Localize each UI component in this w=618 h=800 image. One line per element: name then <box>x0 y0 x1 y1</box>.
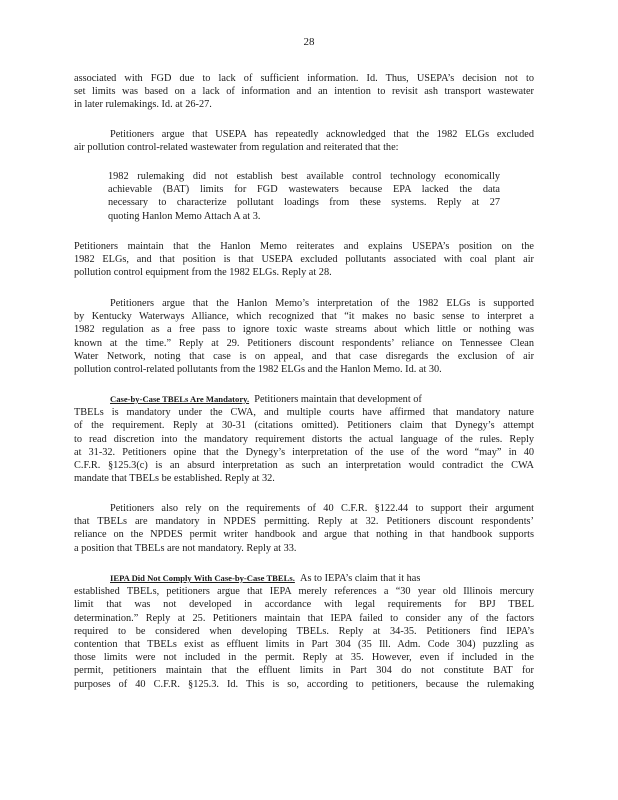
text-line: to read discretion into the mandatory requirement distorts the actual language of the rules. Reply <box>74 433 534 445</box>
text-line: associated with FGD due to lack of sufficient information. Id. Thus, USEPA’s decision not to <box>74 73 534 84</box>
text-run: As to IEPA’s claim that it has <box>300 573 421 584</box>
text-line <box>74 572 534 585</box>
text-run: Petitioners maintain that development of <box>254 394 422 405</box>
text-line: necessary to characterize pollutant loadings from these systems. Reply at 27 <box>108 197 500 209</box>
text-line: C.F.R. §125.3(c) is an absurd interpretation as such an interpretation would contradict the CWA <box>74 460 534 472</box>
section-iepa-did-not-comply <box>74 572 534 691</box>
block-quote <box>108 170 500 223</box>
text-line: mandate that TBELs be established. Reply at 32. <box>74 473 275 485</box>
text-line: those limits were not included in the permit. Reply at 35. However, even if included in the <box>74 652 534 664</box>
text-line: that TBELs are mandatory in NPDES permitting. Reply at 32. Petitioners discount respondents’ <box>74 516 534 528</box>
text-line: limit that was not developed in accordance with legal requirements for BPJ TBEL <box>74 599 534 611</box>
text-line: TBELs is mandatory under the CWA, and multiple courts have affirmed that mandatory nature <box>74 407 534 419</box>
text-line: Petitioners also rely on the requirements of 40 C.F.R. §122.44 to support their argument <box>110 503 534 514</box>
text-line: air pollution control-related wastewater from regulation and reiterated that the: <box>74 142 399 154</box>
text-line <box>74 393 534 406</box>
text-line: required to be considered when developing TBELs. Reply at 34-35. Petitioners find IEPA’s <box>74 625 534 637</box>
text-line: in later rulemakings. Id. at 26-27. <box>74 99 212 111</box>
paragraph-6 <box>74 502 534 555</box>
text-line: purposes of 40 C.F.R. §125.3. Id. This is so, according to petitioners, because the rulemaking <box>74 678 534 690</box>
text-line: achievable (BAT) limits for FGD wastewaters because EPA lacked the data <box>108 184 500 196</box>
text-line: established TBELs, petitioners argue that IEPA merely references a “30 year old Illinois mercury <box>74 586 534 598</box>
text-line: Petitioners argue that the Hanlon Memo’s interpretation of the 1982 ELGs is supported <box>110 298 534 309</box>
text-line: 1982 rulemaking did not establish best available control technology economically <box>108 171 500 182</box>
paragraph-1 <box>74 72 534 112</box>
text-line: 1982 ELGs, and that position is that USEPA excluded pollutants associated with coal plant air <box>74 254 534 266</box>
text-line: by Kentucky Waterways Alliance, which recognized that “it makes no basic sense to interpret a <box>74 311 534 323</box>
text-line: known at the time.” Reply at 29. Petitioners discount respondents’ reliance on Tennessee Clean <box>74 337 534 349</box>
text-line: pollution control-related pollutants from the 1982 ELGs and the Hanlon Memo. Id. at 30. <box>74 364 442 376</box>
section-heading: IEPA Did Not Comply With Case-by-Case TBELs. <box>110 573 295 583</box>
text-line: contention that TBELs exist as effluent limits in Part 304 (35 Ill. Adm. Code 304) puzzling as <box>74 639 534 651</box>
text-line: Petitioners argue that USEPA has repeatedly acknowledged that the 1982 ELGs excluded <box>110 129 534 140</box>
text-line: of the requirement. Reply at 30-31 (citations omitted). Petitioners claim that Dynegy’s attempt <box>74 420 534 432</box>
text-line: pollution control equipment from the 1982 ELGs. Reply at 28. <box>74 267 332 279</box>
text-line: quoting Hanlon Memo Attach A at 3. <box>108 210 261 222</box>
text-line: at 31-32. Petitioners opine that the Dynegy’s interpretation of the use of the word “may” in 40 <box>74 446 534 458</box>
section-tbels-mandatory <box>74 393 534 485</box>
page-number: 28 <box>303 36 315 48</box>
text-line: Water Network, noting that case is on appeal, and that case disregards the exclusion of air <box>74 350 534 362</box>
text-line: 1982 regulation as a free pass to ignore toxic waste streams about which little or nothing was <box>74 324 534 336</box>
paragraph-3 <box>74 240 534 280</box>
paragraph-4 <box>74 297 534 376</box>
text-line: reliance on the NPDES permit writer handbook and argue that nothing in that handbook supports <box>74 529 534 541</box>
text-line: determination.” Reply at 25. Petitioners maintain that IEPA failed to consider any of the factors <box>74 612 534 624</box>
text-line: permit, petitioners maintain that the effluent limits in Part 304 do not constitute BAT for <box>74 665 534 677</box>
text-line: Petitioners maintain that the Hanlon Memo reiterates and explains USEPA’s position on the <box>74 241 534 252</box>
paragraph-2 <box>74 128 534 154</box>
text-line: set limits was based on a lack of information and an intention to revisit ash transport wastewater <box>74 86 534 98</box>
section-heading: Case-by-Case TBELs Are Mandatory. <box>110 394 250 404</box>
text-line: a position that TBELs are not mandatory. Reply at 33. <box>74 542 297 554</box>
